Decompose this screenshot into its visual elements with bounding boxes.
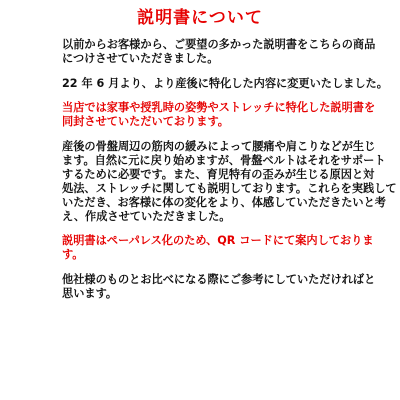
paragraph-paperless-notice [62,234,374,262]
text-line: いただき、お客様に体の変化をより、体感していただきたいと考 [62,195,386,209]
paragraph-details [62,139,397,224]
paragraph-closing [62,272,376,301]
text-line: につけさせていただきました。 [62,52,219,65]
text-line: 22 年 6 月より、より産後に特化した内容に変更いたしました。 [62,76,388,90]
text-line: 以前からお客様から、ご要望の多かった説明書をこちらの商品 [62,38,376,51]
text-line: 他社様のものとお比べになる際にご参考にしていただければと [62,272,376,286]
text-line: 思います。 [62,286,118,300]
text-line-highlight: 当店では家事や授乳時の姿勢やストレッチに特化した説明書を [62,101,376,114]
text-line: え、作成させていただきました。 [62,209,231,223]
paragraph-highlight [62,101,376,129]
text-line: ます。自然に元に戻り始めますが、骨盤ベルトはそれをサポート [62,153,386,167]
document-body [62,38,397,311]
text-line: するために必要です。また、育児特有の歪みが生じる原因と対 [62,167,375,181]
paragraph-intro [62,38,376,66]
document-title: 説明書について [137,8,263,28]
text-line-highlight: 同封させていただいております。 [62,115,229,128]
text-line: 産後の骨盤周辺の筋肉の緩みによって腰痛や肩こりなどが生じ [62,139,376,153]
text-line-highlight: す。 [62,248,84,261]
paragraph-update [62,76,388,91]
text-line-highlight: 説明書はペーパレス化のため、QR コードにて案内しておりま [62,234,374,247]
text-line: 処法、ストレッチに関しても説明しております。これらを実践して [62,181,397,195]
